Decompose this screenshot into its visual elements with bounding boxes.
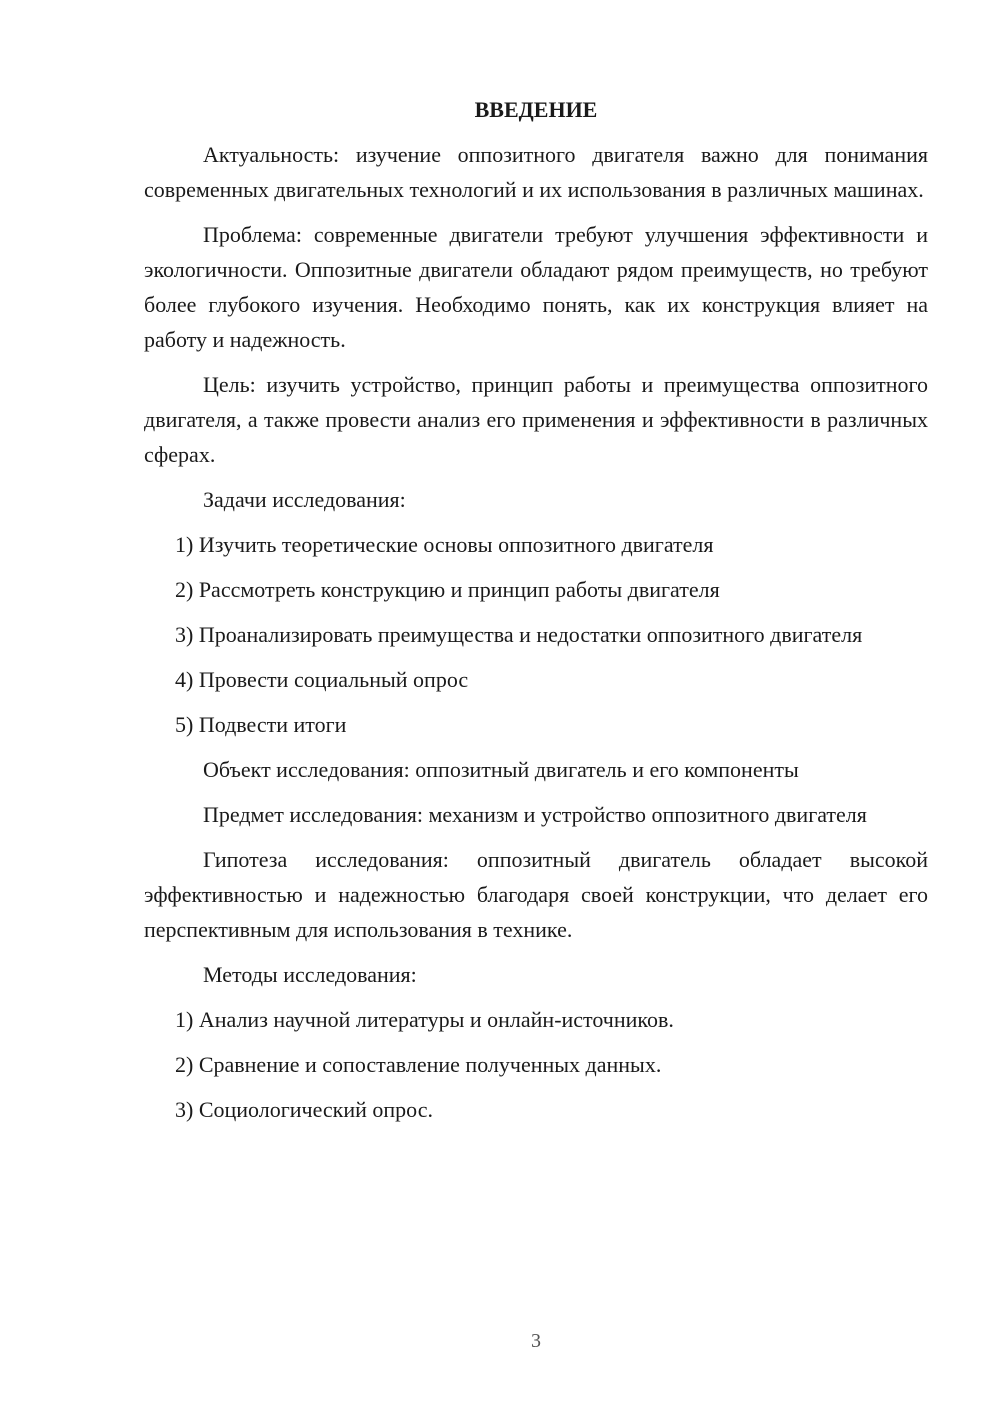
hypothesis-paragraph: Гипотеза исследования: оппозитный двигатель обладает высокой эффективностью и надежностью благодаря своей конструкции, что делает его перспективным для использования в технике. xyxy=(144,847,928,942)
problem-paragraph: Проблема: современные двигатели требуют улучшения эффективности и экологичности. Оппозитные двигатели обладают рядом преимуществ, но требуют более глубокого изучения. Необходимо понять, как их конструкция влияет на работу и надежность. xyxy=(144,222,928,352)
task-item-2: 2) Рассмотреть конструкцию и принцип работы двигателя xyxy=(175,577,720,602)
method-item-1: 1) Анализ научной литературы и онлайн-источников. xyxy=(175,1007,674,1032)
document-page xyxy=(144,92,928,1137)
task-item-5: 5) Подвести итоги xyxy=(175,712,347,737)
object-paragraph: Объект исследования: оппозитный двигатель и его компоненты xyxy=(203,757,799,782)
task-item-4: 4) Провести социальный опрос xyxy=(175,667,469,692)
section-title: ВВЕДЕНИЕ xyxy=(474,97,598,122)
goal-paragraph: Цель: изучить устройство, принцип работы и преимущества оппозитного двигателя, а также провести анализ его применения и эффективности в различных сферах. xyxy=(144,372,928,467)
method-item-3: 3) Социологический опрос. xyxy=(175,1097,433,1122)
task-item-3: 3) Проанализировать преимущества и недостатки оппозитного двигателя xyxy=(175,622,863,647)
page-number: 3 xyxy=(531,1330,541,1352)
methods-heading: Методы исследования: xyxy=(203,962,417,987)
relevance-paragraph: Актуальность: изучение оппозитного двигателя важно для понимания современных двигательных технологий и их использования в различных машинах. xyxy=(144,142,928,202)
task-item-1: 1) Изучить теоретические основы оппозитного двигателя xyxy=(175,532,714,557)
method-item-2: 2) Сравнение и сопоставление полученных данных. xyxy=(175,1052,662,1077)
subject-paragraph: Предмет исследования: механизм и устройство оппозитного двигателя xyxy=(203,802,867,827)
tasks-heading: Задачи исследования: xyxy=(203,487,406,512)
